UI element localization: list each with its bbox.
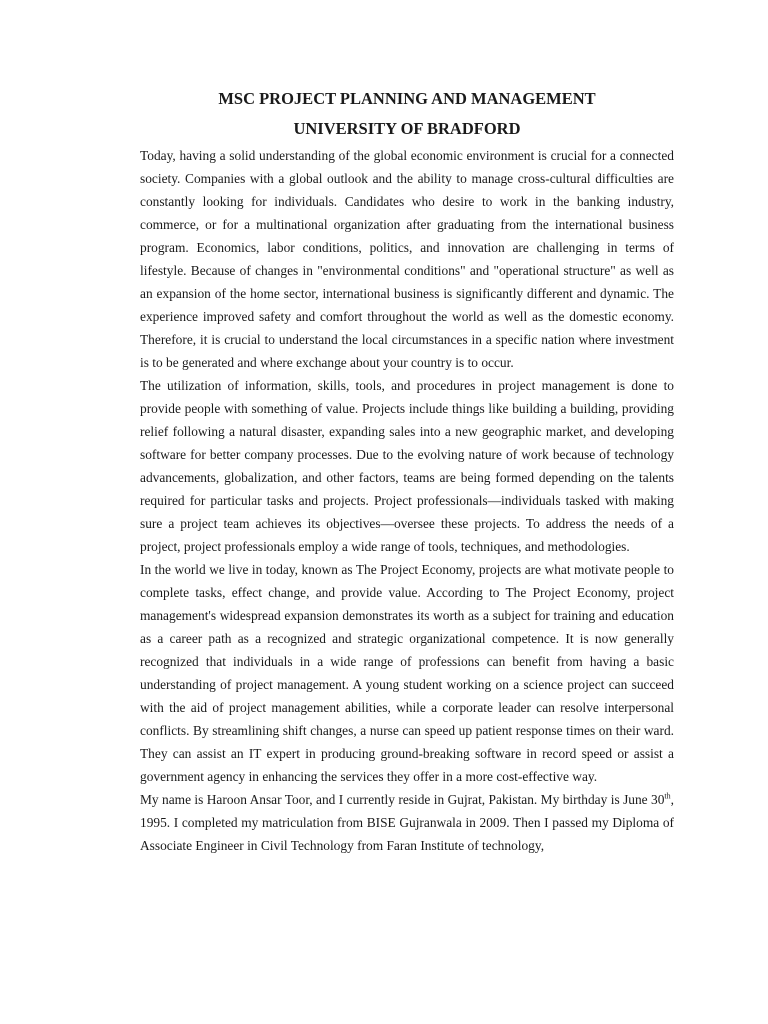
intro-text-start: My name is Haroon Ansar Toor, and I currently reside in Gujrat, Pakistan. My birthday is June 30 xyxy=(140,792,665,807)
paragraph-project-economy: In the world we live in today, known as The Project Economy, projects are what motivate people to complete tasks, effect change, and provide value. According to The Project Economy, project management's widespread expansion demonstrates its worth as a subject for training and education as a career path as a recognized and strategic organizational competence. It is now generally recognized that individuals in a wide range of professions can benefit from having a basic understanding of project management. A young student working on a science project can succeed with the aid of project management abilities, while a corporate leader can resolve interpersonal conflicts. By streamlining shift changes, a nurse can speed up patient response times on their ward. They can assist an IT expert in producing ground-breaking software in record speed or assist a government agency in enhancing the services they offer in a more cost-effective way. xyxy=(140,562,674,784)
ordinal-suffix: th xyxy=(664,791,671,801)
paragraph-personal-introduction xyxy=(140,788,674,857)
document-body xyxy=(140,84,674,857)
paragraph-project-management: The utilization of information, skills, tools, and procedures in project management is done to provide people with something of value. Projects include things like building a building, providing relief following a natural disaster, expanding sales into a new geographic market, and developing software for better company processes. Due to the evolving nature of work because of technology advancements, globalization, and other factors, teams are being formed depending on the talents required for particular tasks and projects. Project professionals—individuals tasked with making sure a project team achieves its objectives—oversee these projects. To address the needs of a project, project professionals employ a wide range of tools, techniques, and methodologies. xyxy=(140,378,674,554)
document-title-line-1: MSC PROJECT PLANNING AND MANAGEMENT xyxy=(218,89,596,108)
paragraph-global-economy: Today, having a solid understanding of the global economic environment is crucial for a connected society. Companies with a global outlook and the ability to manage cross-cultural difficulties are constantly looking for individuals. Candidates who desire to work in the banking industry, commerce, or for a multinational organization after graduating from the international business program. Economics, labor conditions, politics, and innovation are challenging in terms of lifestyle. Because of changes in "environmental conditions" and "operational structure" as well as an expansion of the home sector, international business is significantly different and dynamic. The experience improved safety and comfort throughout the world as well as the domestic economy. Therefore, it is crucial to understand the local circumstances in a specific nation where investment is to be generated and where exchange about your country is to occur. xyxy=(140,148,674,370)
intro-text-end: , 1995. I completed my matriculation from BISE Gujranwala in 2009. Then I passed my Diploma of Associate Engineer in Civil Technology from Faran Institute of technology, xyxy=(140,792,674,853)
document-title-line-2: UNIVERSITY OF BRADFORD xyxy=(293,119,521,138)
